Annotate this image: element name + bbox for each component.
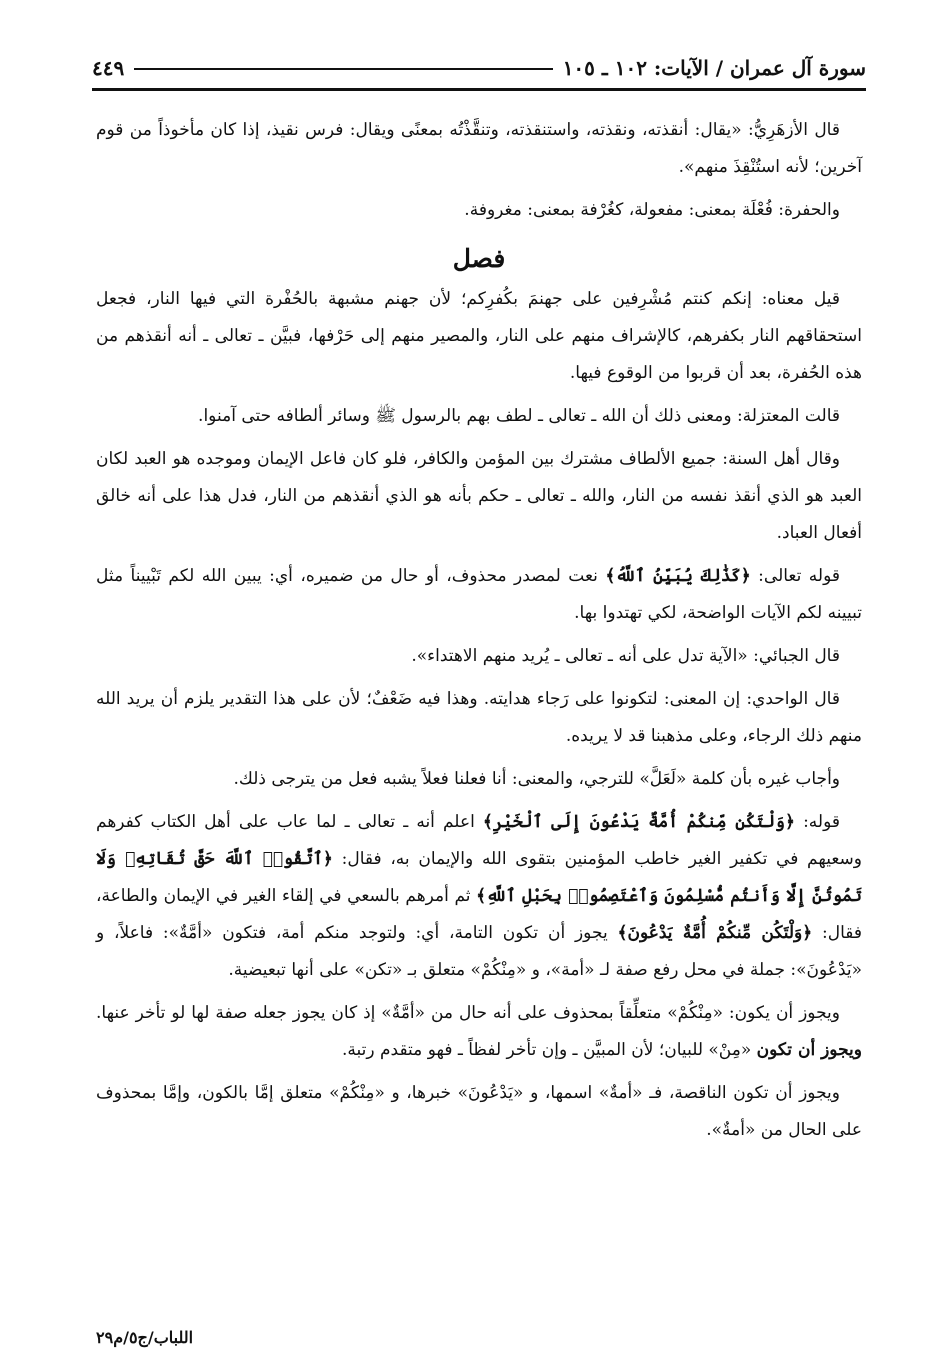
quran-quote: ﴿كَذَٰلِكَ يُبَيِّنُ ٱللَّهُ﴾ <box>605 566 751 586</box>
paragraph-laalla: وأجاب غيره بأن كلمة «لَعَلَّ» للترجي، والمعنى: أنا فعلنا فعلاً يشبه فعل من يترجى ذلك. <box>233 769 840 789</box>
text-run: يجوز أن تكون التامة، أي: ولتوجد منكم أمة، فتكون «أمَّةٌ»: فاعلاً، و «يَدْعُونَ»: جملة في محل رفع صفة لـ «أمة»، و «مِنْكُمْ» متعلق بـ «تكن» على أنها تبعيضية. <box>96 923 862 980</box>
paragraph-mutazila: قالت المعتزلة: ومعنى ذلك أن الله ـ تعالى ـ لطف بهم بالرسول ﷺ وسائر ألطافه حتى آمنوا. <box>198 406 840 426</box>
text-run: ويجوز أن يكون: «مِنْكُمْ» متعلِّقاً بمحذوف على أنه حال من «أمَّةٌ» إذ كان يجوز جعله صفة لها لو تأخر عنها. <box>96 1003 840 1023</box>
section-title: فصل <box>452 244 506 273</box>
paragraph-azhari: قال الأزهَرِيُّ: «يقال: أنقذته، ونقذته، واستنقذته، وتنقَّذْتُه بمعنًى ويقال: فرس نقيذ، إذا كان مأخوذاً من قوم آخرين؛ لأنه استُنْقِذَ منهم». <box>96 120 862 177</box>
paragraph-kadhalika <box>96 558 862 632</box>
paragraph-hufra: والحفرة: فُعْلَة بمعنى: مفعولة، كغُرْفة بمعنى: مغروفة. <box>464 200 840 220</box>
text-run: اعلم أنه ـ تعالى ـ لما عاب على أهل الكتاب كفرهم وسعيهم في تكفير الغير خاطب المؤمنين بتقوى الله والإيمان به، فقال: <box>96 812 862 869</box>
page-body <box>96 112 862 1155</box>
text-run: قوله تعالى: <box>750 566 840 586</box>
footer-signature: اللباب/ج٥/م٢٩ <box>96 1328 194 1347</box>
paragraph-meaning: قيل معناه: إنكم كنتم مُشْرِفين على جهنمَ بكُفرِكم؛ لأن جهنم مشبهة بالحُفْرة التي فيها النار، فجعل استحقاقهم النار بكفرهم، كالإشراف منهم على النار، والمصير منهم إلى حَرْفها، فبيَّن ـ تعالى ـ أنه أنقذهم من هذه الحُفرة، بعد أن قربوا من الوقوع فيها. <box>96 289 862 383</box>
header-title: سورة آل عمران / الآيات: ١٠٢ ـ ١٠٥ <box>562 56 866 80</box>
paragraph-waltakun <box>96 804 862 989</box>
paragraph-minkum-hal <box>96 995 862 1069</box>
paragraph-naqisa: ويجوز أن تكون الناقصة، فـ «أمةٌ» اسمها، و «يَدْعُونَ» خبرها، و «مِنْكُمْ» متعلق إمَّا بالكون، وإمَّا بمحذوف على الحال من «أمةٌ». <box>96 1083 862 1140</box>
header-divider <box>92 88 866 91</box>
paragraph-ahl-sunna: وقال أهل السنة: جميع الألطاف مشترك بين المؤمن والكافر، فلو كان فاعل الإيمان وموجده هو العبد لكان العبد هو الذي أنقذ نفسه من النار، والله ـ تعالى ـ حكم بأنه هو الذي أنقذهم من النار، فدل هذا على أنه خالق أفعال العباد. <box>96 449 862 543</box>
text-run: ثم أمرهم بالسعي في إلقاء الغير في الإيمان والطاعة، فقال: <box>96 886 862 943</box>
header-dash-line <box>134 54 552 70</box>
text-run: نعت لمصدر محذوف، أو حال من ضميره، أي: يبين الله لكم تَبْييناً مثل تبيينه لكم الآيات الواضحة، لكي تهتدوا بها. <box>96 566 862 623</box>
paragraph-jubbai: قال الجبائي: «الآية تدل على أنه ـ تعالى ـ يُريد منهم الاهتداء». <box>411 646 840 666</box>
quran-quote: ﴿وَلْتَكُن مِّنكُمْ أُمَّةٌ يَدْعُونَ إِلَى ٱلْخَيْرِ﴾ <box>482 812 795 832</box>
paragraph-wahidi: قال الواحدي: إن المعنى: لتكونوا على رَجاء هدايته. وهذا فيه ضَعْفٌ؛ لأن على هذا التقدير يلزم أن يريد الله منهم ذلك الرجاء، وعلى مذهبنا قد لا يريده. <box>96 689 862 746</box>
bold-phrase: ويجوز أن تكون <box>756 1040 862 1060</box>
text-run: «مِنْ» للبيان؛ لأن المبيَّن ـ وإن تأخر لفظاً ـ فهو متقدم رتبة. <box>342 1040 757 1060</box>
page-number: ٤٤٩ <box>92 56 125 80</box>
running-header <box>92 48 866 88</box>
text-run: قوله: <box>794 812 841 832</box>
quran-quote: ﴿وَلْتَكُن مِّنكُمْ أُمَّةٌ يَدْعُونَ﴾ <box>617 923 813 943</box>
quran-quote: ﴿ٱتَّقُوا۟ ٱللَّهَ حَقَّ تُقَاتِهِۦ وَلَا تَمُوتُنَّ إِلَّا وَأَنتُم مُّسْلِمُونَ وَٱعْتَصِمُوا۟ بِحَبْلِ ٱللَّهِ﴾ <box>96 849 862 906</box>
